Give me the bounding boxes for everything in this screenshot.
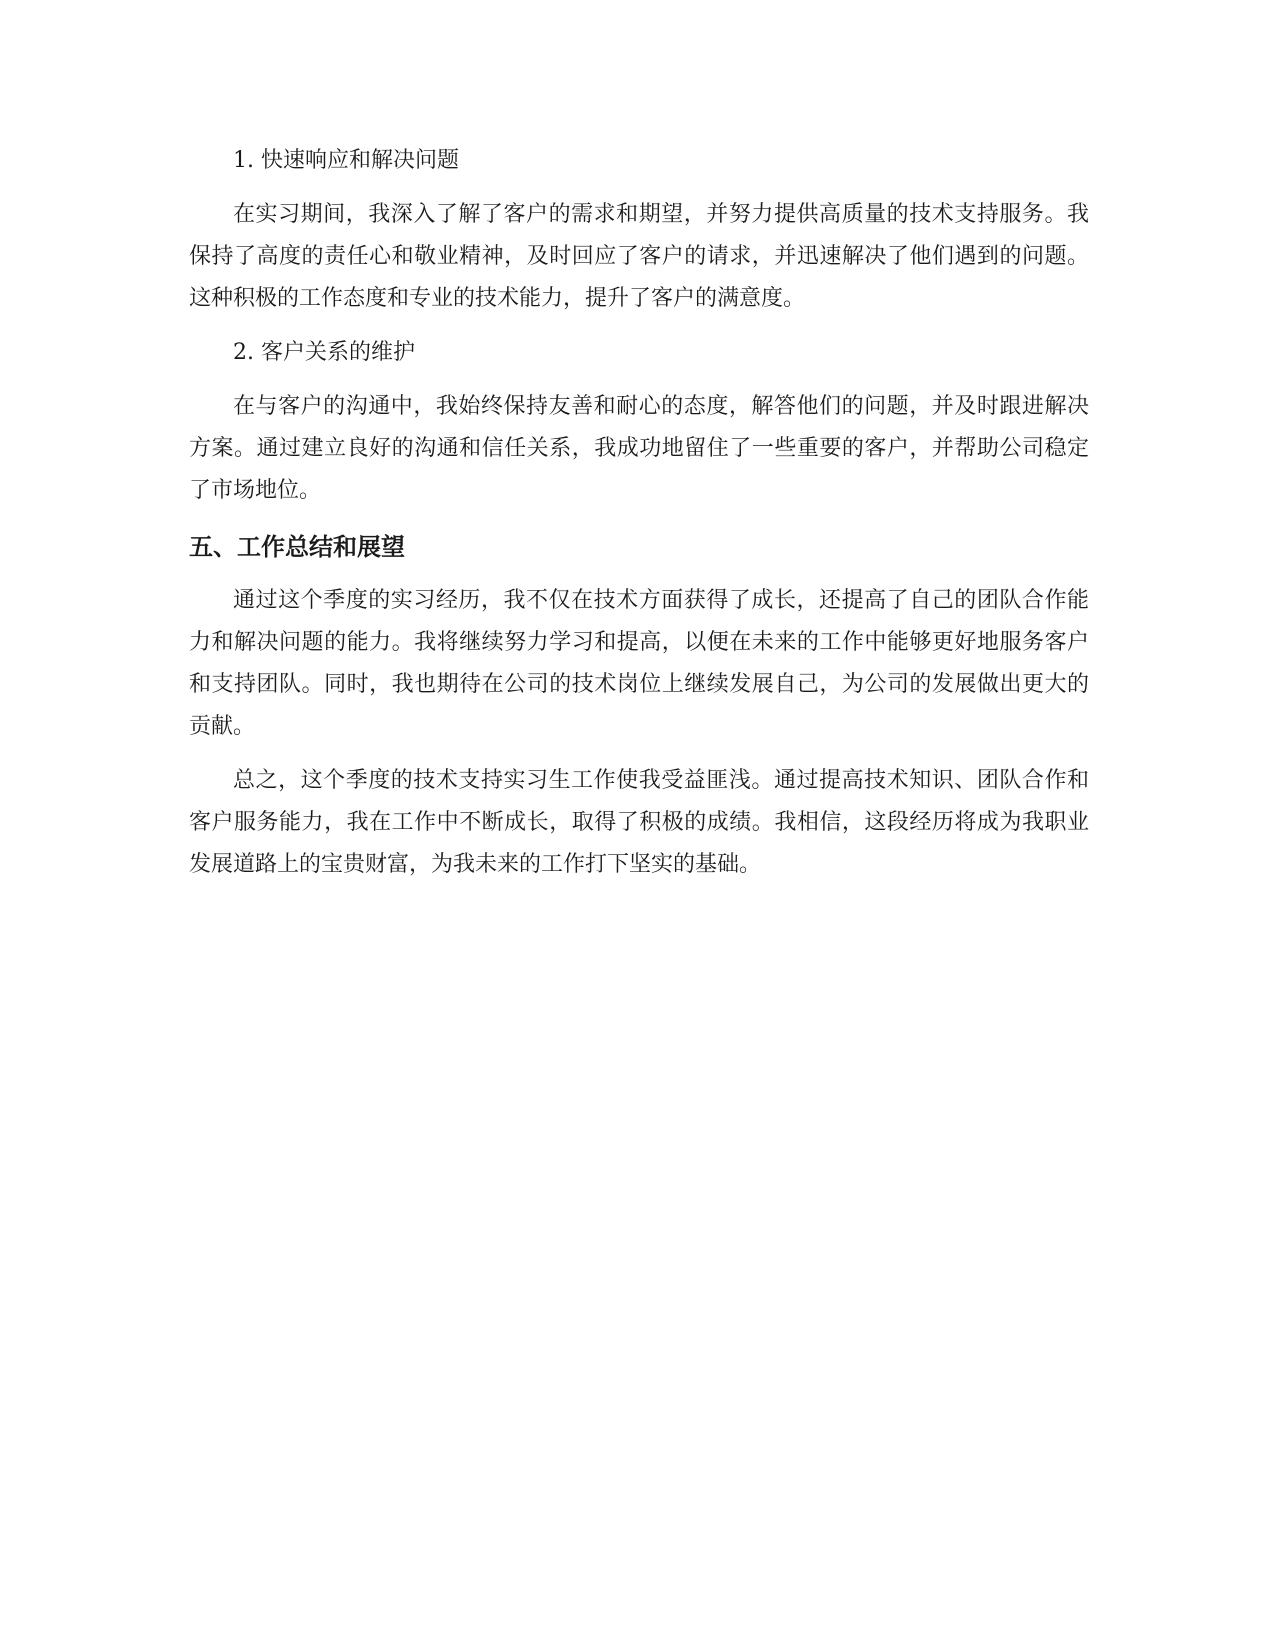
section-heading-summary: 五、工作总结和展望 xyxy=(189,533,405,561)
paragraph-customer-relations: 在与客户的沟通中，我始终保持友善和耐心的态度，解答他们的问题，并及时跟进解决方案。通过建立良好的沟通和信任关系，我成功地留住了一些重要的客户，并帮助公司稳定了市场地位。 xyxy=(189,394,1089,503)
subheading-quick-response: 1. 快速响应和解决问题 xyxy=(233,148,459,173)
document-body xyxy=(189,140,1089,886)
paragraph-conclusion: 总之，这个季度的技术支持实习生工作使我受益匪浅。通过提高技术知识、团队合作和客户服务能力，我在工作中不断成长，取得了积极的成绩。我相信，这段经历将成为我职业发展道路上的宝贵财富，为我未来的工作打下坚实的基础。 xyxy=(189,768,1089,877)
subheading-customer-relations: 2. 客户关系的维护 xyxy=(233,340,415,365)
paragraph-summary: 通过这个季度的实习经历，我不仅在技术方面获得了成长，还提高了自己的团队合作能力和解决问题的能力。我将继续努力学习和提高，以便在未来的工作中能够更好地服务客户和支持团队。同时，我也期待在公司的技术岗位上继续发展自己，为公司的发展做出更大的贡献。 xyxy=(189,588,1089,739)
paragraph-quick-response: 在实习期间，我深入了解了客户的需求和期望，并努力提供高质量的技术支持服务。我保持了高度的责任心和敬业精神，及时回应了客户的请求，并迅速解决了他们遇到的问题。这种积极的工作态度和专业的技术能力，提升了客户的满意度。 xyxy=(189,202,1089,311)
